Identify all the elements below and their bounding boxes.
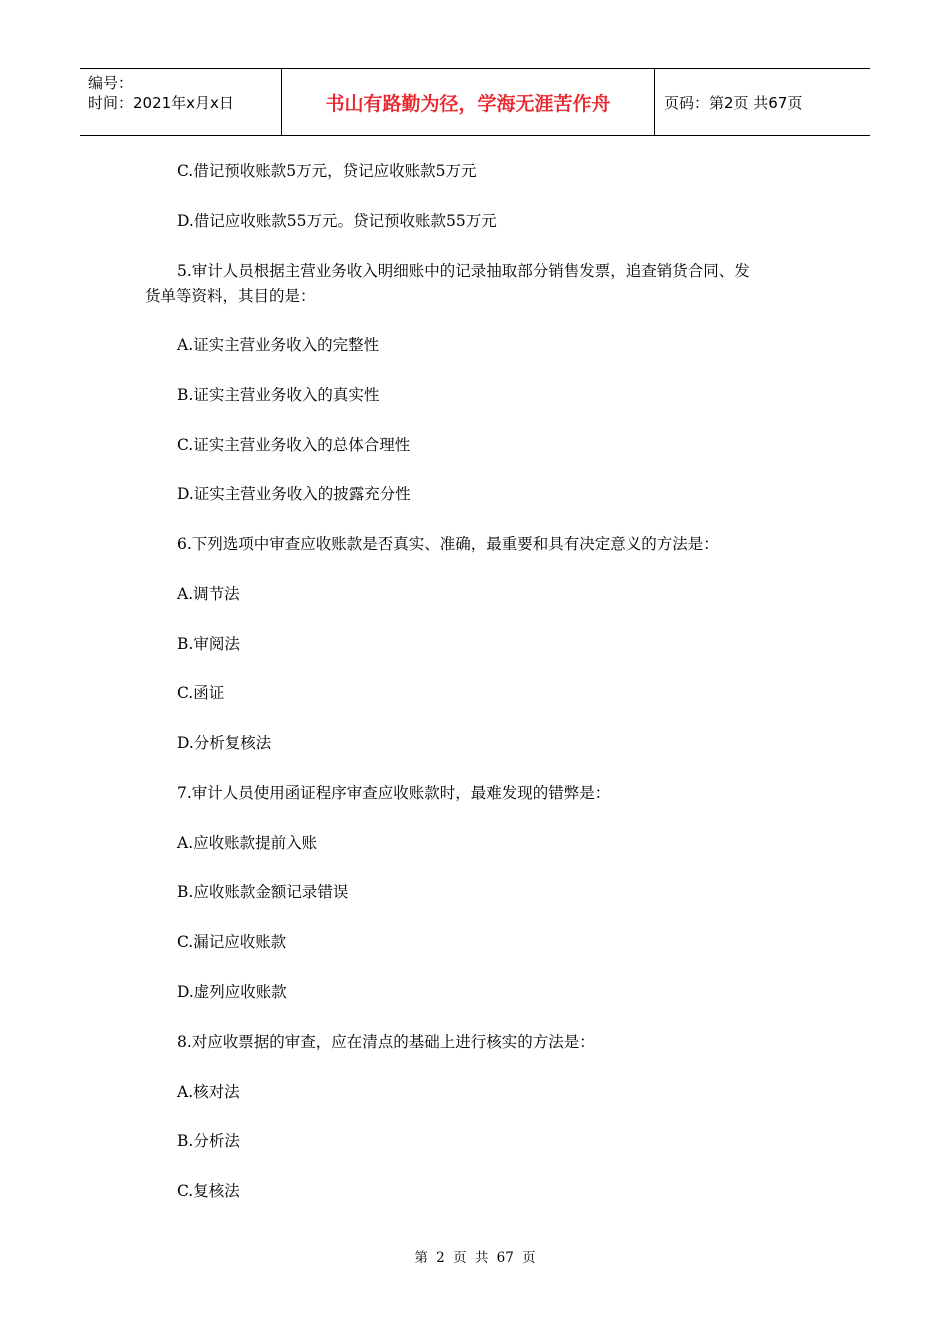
question-text: 7.审计人员使用函证程序审查应收账款时，最难发现的错弊是： (177, 784, 611, 802)
answer-option: D.借记应收账款55万元。贷记预收账款55万元 (177, 212, 497, 230)
answer-option: C.复核法 (177, 1182, 240, 1200)
answer-option: A.应收账款提前入账 (177, 834, 318, 852)
page-header (80, 68, 870, 136)
answer-option: A.证实主营业务收入的完整性 (177, 336, 380, 354)
answer-option: A.核对法 (177, 1083, 240, 1101)
header-motto: 书山有路勤为径，学海无涯苦作舟 (325, 92, 611, 115)
question-text-continued: 货单等资料，其目的是： (145, 287, 316, 305)
document-number-label: 编号： (88, 74, 134, 92)
question-text: 6.下列选项中审查应收账款是否真实、准确，最重要和具有决定意义的方法是： (177, 535, 719, 553)
header-divider (654, 69, 655, 135)
question-text: 8.对应收票据的审查，应在清点的基础上进行核实的方法是： (177, 1033, 595, 1051)
answer-option: C.借记预收账款5万元，贷记应收账款5万元 (177, 162, 477, 180)
document-date-label: 时间：2021年x月x日 (88, 94, 234, 112)
header-meta (88, 73, 278, 113)
answer-option: D.证实主营业务收入的披露充分性 (177, 485, 411, 503)
answer-option: B.应收账款金额记录错误 (177, 883, 349, 901)
answer-option: B.分析法 (177, 1132, 240, 1150)
answer-option: C.证实主营业务收入的总体合理性 (177, 436, 411, 454)
answer-option: B.证实主营业务收入的真实性 (177, 386, 380, 404)
answer-option: C.函证 (177, 684, 225, 702)
answer-option: B.审阅法 (177, 635, 240, 653)
question-text: 5.审计人员根据主营业务收入明细账中的记录抽取部分销售发票，追查销货合同、发 (177, 262, 750, 280)
answer-option: D.虚列应收账款 (177, 983, 287, 1001)
page-footer: 第 2 页 共 67 页 (414, 1250, 536, 1266)
answer-option: A.调节法 (177, 585, 240, 603)
answer-option: C.漏记应收账款 (177, 933, 287, 951)
header-page-info: 页码：第2页 共67页 (664, 93, 803, 112)
answer-option: D.分析复核法 (177, 734, 272, 752)
